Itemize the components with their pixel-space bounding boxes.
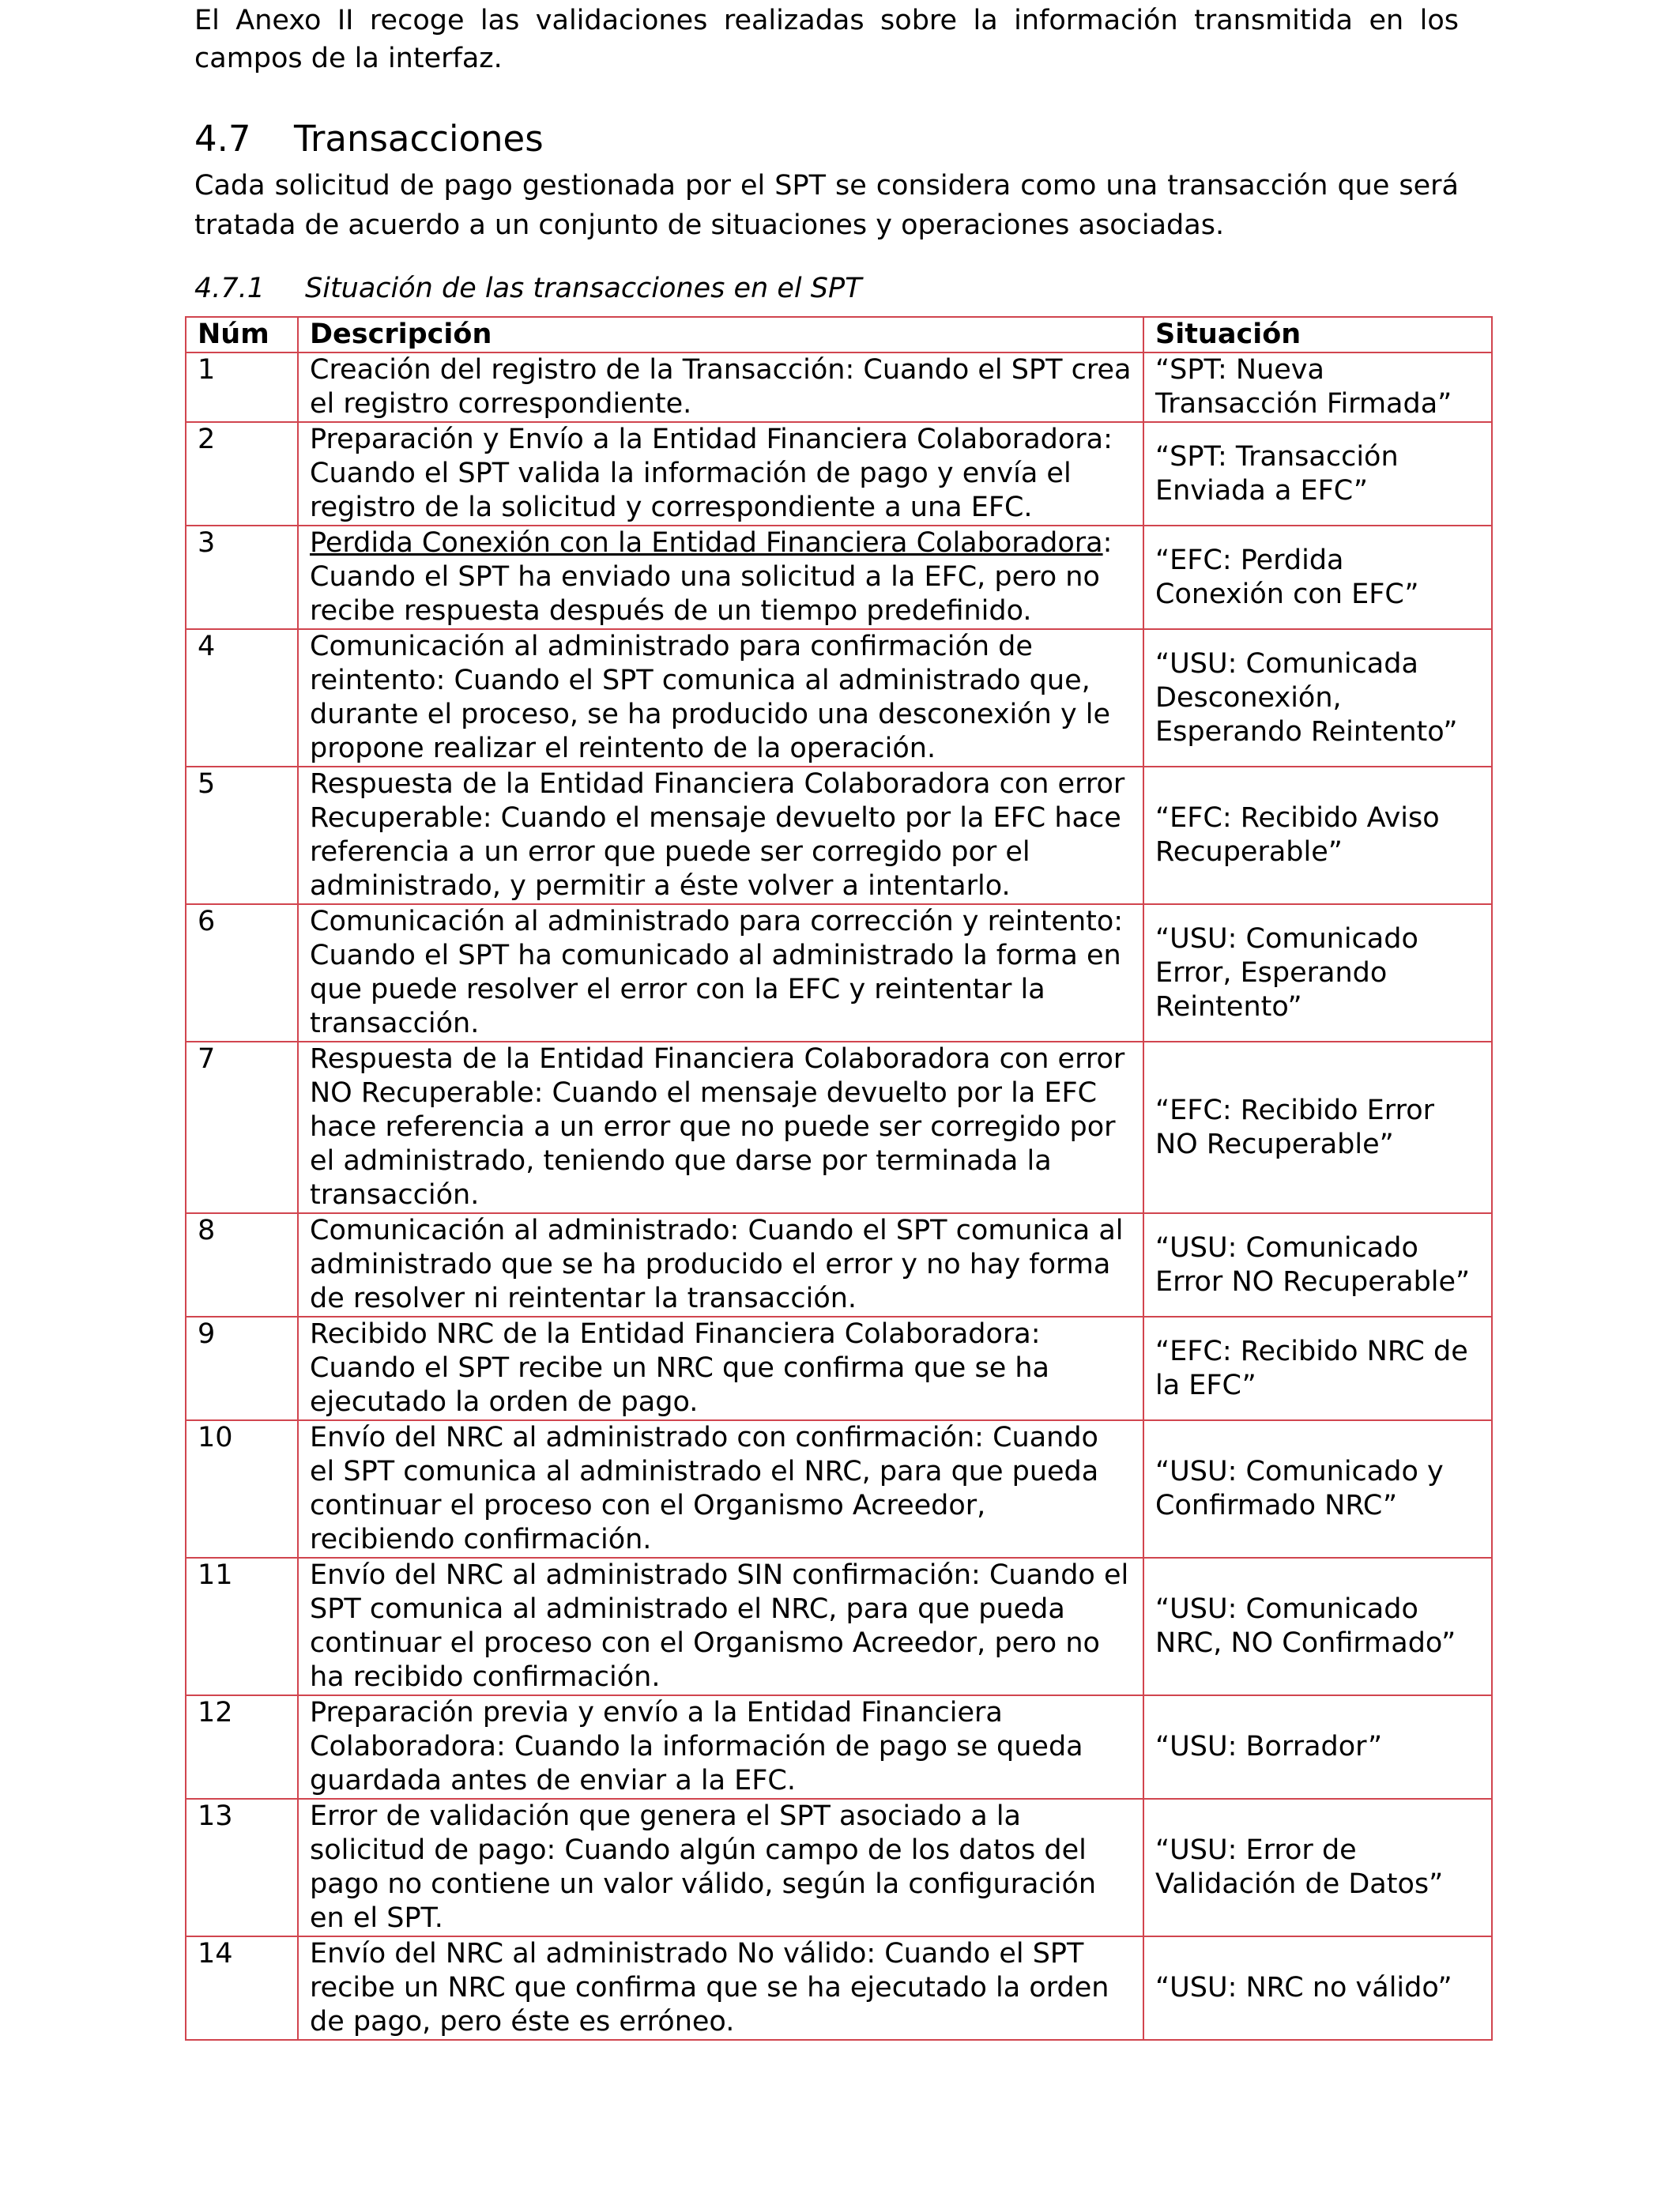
row-description xyxy=(298,526,1143,629)
row-num: 1 xyxy=(186,352,298,422)
row-num: 9 xyxy=(186,1317,298,1420)
row-situation: “USU: Borrador” xyxy=(1143,1695,1492,1799)
row-description-rest: : Cuando el SPT ha enviado una solicitud a la EFC, pero no recibe respuesta después de un tiempo predefinido. xyxy=(310,527,1113,627)
row-situation: “SPT: Transacción Enviada a EFC” xyxy=(1143,422,1492,526)
row-situation: “USU: Error de Validación de Datos” xyxy=(1143,1799,1492,1936)
subsection-heading xyxy=(194,269,1459,308)
row-num: 7 xyxy=(186,1042,298,1213)
subsection-title: Situación de las transacciones en el SPT xyxy=(305,273,862,304)
row-situation: “USU: NRC no válido” xyxy=(1143,1936,1492,2040)
header-situation: Situación xyxy=(1143,317,1492,352)
row-description: Comunicación al administrado: Cuando el SPT comunica al administrado que se ha producido el error y no hay forma de resolver ni reintentar la transacción. xyxy=(298,1213,1143,1317)
row-num: 11 xyxy=(186,1558,298,1695)
row-situation: “EFC: Recibido NRC de la EFC” xyxy=(1143,1317,1492,1420)
table-row xyxy=(186,1936,1492,2040)
table-row xyxy=(186,1799,1492,1936)
table-row xyxy=(186,1695,1492,1799)
row-situation: “EFC: Perdida Conexión con EFC” xyxy=(1143,526,1492,629)
table-row xyxy=(186,767,1492,904)
section-title: Transacciones xyxy=(294,118,544,160)
table-row xyxy=(186,904,1492,1042)
row-description: Comunicación al administrado para corrección y reintento: Cuando el SPT ha comunicado al administrado la forma en que puede resolver el error con la EFC y reintentar la transacción. xyxy=(298,904,1143,1042)
row-description: Respuesta de la Entidad Financiera Colaboradora con error NO Recuperable: Cuando el mensaje devuelto por la EFC hace referencia a un error que no puede ser corregido por el administrado, teniendo que darse por terminada la transacción. xyxy=(298,1042,1143,1213)
row-situation: “USU: Comunicado y Confirmado NRC” xyxy=(1143,1420,1492,1558)
table-row xyxy=(186,629,1492,767)
row-num: 8 xyxy=(186,1213,298,1317)
row-description: Respuesta de la Entidad Financiera Colaboradora con error Recuperable: Cuando el mensaje devuelto por la EFC hace referencia a un error que puede ser corregido por el administrado, y permitir a éste volver a intentarlo. xyxy=(298,767,1143,904)
row-num: 2 xyxy=(186,422,298,526)
row-num: 4 xyxy=(186,629,298,767)
table-row xyxy=(186,1317,1492,1420)
row-description-underlined-title: Perdida Conexión con la Entidad Financiera Colaboradora xyxy=(310,527,1103,559)
section-paragraph: Cada solicitud de pago gestionada por el SPT se considera como una transacción que será tratada de acuerdo a un conjunto de situaciones y operaciones asociadas. xyxy=(194,170,1459,241)
header-num: Núm xyxy=(186,317,298,352)
row-situation: “USU: Comunicado Error, Esperando Reintento” xyxy=(1143,904,1492,1042)
row-num: 3 xyxy=(186,526,298,629)
row-situation: “USU: Comunicado NRC, NO Confirmado” xyxy=(1143,1558,1492,1695)
document-page xyxy=(194,0,1459,308)
transaction-states-table xyxy=(185,316,1493,2041)
row-num: 6 xyxy=(186,904,298,1042)
row-description: Preparación previa y envío a la Entidad Financiera Colaboradora: Cuando la información de pago se queda guardada antes de enviar a la EFC. xyxy=(298,1695,1143,1799)
row-description: Envío del NRC al administrado SIN confirmación: Cuando el SPT comunica al administrado el NRC, para que pueda continuar el proceso con el Organismo Acreedor, pero no ha recibido confirmación. xyxy=(298,1558,1143,1695)
row-description: Envío del NRC al administrado con confirmación: Cuando el SPT comunica al administrado el NRC, para que pueda continuar el proceso con el Organismo Acreedor, recibiendo confirmación. xyxy=(298,1420,1143,1558)
intro-paragraph: El Anexo II recoge las validaciones realizadas sobre la información transmitida en los campos de la interfaz. xyxy=(194,5,1459,74)
header-description: Descripción xyxy=(298,317,1143,352)
row-num: 12 xyxy=(186,1695,298,1799)
table-row xyxy=(186,352,1492,422)
table-row xyxy=(186,422,1492,526)
subsection-number: 4.7.1 xyxy=(194,273,266,304)
section-number: 4.7 xyxy=(194,118,251,160)
section-heading xyxy=(194,115,1459,163)
table-row xyxy=(186,1558,1492,1695)
row-situation: “SPT: Nueva Transacción Firmada” xyxy=(1143,352,1492,422)
table-row xyxy=(186,1213,1492,1317)
table-header-row xyxy=(186,317,1492,352)
row-num: 14 xyxy=(186,1936,298,2040)
row-description: Envío del NRC al administrado No válido: Cuando el SPT recibe un NRC que confirma que se ha ejecutado la orden de pago, pero éste es erróneo. xyxy=(298,1936,1143,2040)
row-situation: “EFC: Recibido Aviso Recuperable” xyxy=(1143,767,1492,904)
row-description: Preparación y Envío a la Entidad Financiera Colaboradora: Cuando el SPT valida la información de pago y envía el registro de la solicitud y correspondiente a una EFC. xyxy=(298,422,1143,526)
row-description: Recibido NRC de la Entidad Financiera Colaboradora: Cuando el SPT recibe un NRC que confirma que se ha ejecutado la orden de pago. xyxy=(298,1317,1143,1420)
row-description: Creación del registro de la Transacción: Cuando el SPT crea el registro correspondiente. xyxy=(298,352,1143,422)
table-row xyxy=(186,1042,1492,1213)
table-row xyxy=(186,1420,1492,1558)
row-num: 5 xyxy=(186,767,298,904)
row-description: Error de validación que genera el SPT asociado a la solicitud de pago: Cuando algún campo de los datos del pago no contiene un valor válido, según la configuración en el SPT. xyxy=(298,1799,1143,1936)
row-description: Comunicación al administrado para confirmación de reintento: Cuando el SPT comunica al administrado que, durante el proceso, se ha producido una desconexión y le propone realizar el reintento de la operación. xyxy=(298,629,1143,767)
row-num: 13 xyxy=(186,1799,298,1936)
row-num: 10 xyxy=(186,1420,298,1558)
row-situation: “USU: Comunicada Desconexión, Esperando Reintento” xyxy=(1143,629,1492,767)
table-row xyxy=(186,526,1492,629)
row-situation: “USU: Comunicado Error NO Recuperable” xyxy=(1143,1213,1492,1317)
row-situation: “EFC: Recibido Error NO Recuperable” xyxy=(1143,1042,1492,1213)
